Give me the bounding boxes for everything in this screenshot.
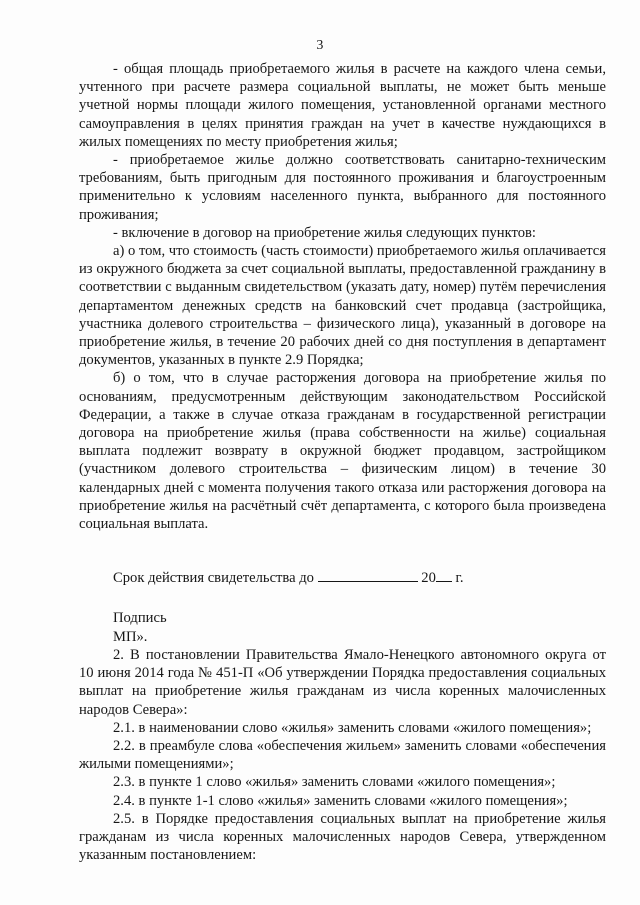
- page-number: 3: [316, 38, 324, 53]
- validity-year: 20: [421, 570, 436, 587]
- certificate-validity-line: [79, 569, 606, 587]
- validity-date-blank: [318, 569, 418, 582]
- validity-year-blank: [436, 569, 452, 582]
- paragraph-item-2-2: 2.2. в преамбуле слова «обеспечения жильем» заменить словами «обеспечения жилыми помещениями»;: [79, 737, 606, 773]
- validity-suffix: г.: [455, 570, 464, 587]
- document-body: [79, 60, 606, 864]
- paragraph-clause-b: б) о том, что в случае расторжения договора на приобретение жилья по основаниям, предусмотренным действующим законодательством Российской Федерации, а также в случае отказа гражданам в государственной регистрации договора на приобретение жилья (права собственности на жилье) социальная выплата подлежит возврату в окружной бюджет продавцом, застройщиком (участником долевого строительства – физическим лицом) в течение 30 календарных дней с момента получения такого отказа или расторжения договора на приобретение жилья на расчётный счёт департамента, с которого была произведена социальная выплата.: [79, 370, 606, 533]
- validity-label: Срок действия свидетельства до: [113, 570, 314, 587]
- paragraph-total-area: - общая площадь приобретаемого жилья в расчете на каждого члена семьи, учтенного при расчете размера социальной выплаты, не может быть меньше учетной нормы площади жилого помещения, установленной органами местного самоуправления в целях принятия граждан на учет в качестве нуждающихся в жилых помещениях по месту приобретения жилья;: [79, 61, 606, 150]
- spacer: [79, 533, 606, 569]
- paragraph-item-2-4: 2.4. в пункте 1-1 слово «жилья» заменить словами «жилого помещения»;: [113, 792, 568, 809]
- paragraph-item-2-3: 2.3. в пункте 1 слово «жилья» заменить словами «жилого помещения»;: [113, 774, 556, 791]
- signature-label: Подпись: [113, 610, 167, 627]
- spacer: [79, 587, 606, 609]
- paragraph-resolution-451: 2. В постановлении Правительства Ямало-Ненецкого автономного округа от 10 июня 2014 года № 451-П «Об утверждении Порядка предоставления социальных выплат на приобретение жилья гражданам из числа коренных малочисленных народов Севера»:: [79, 646, 606, 718]
- paragraph-clause-a: а) о том, что стоимость (часть стоимости) приобретаемого жилья оплачивается из окружного бюджета за счет социальной выплаты, предоставленной гражданину в соответствии с выданным свидетельством (указать дату, номер) путём перечисления департаментом денежных средств на банковский счет продавца (застройщика, участника долевого строительства – физического лица), указанный в договоре на приобретение жилья, в течение 20 рабочих дней со дня поступления в департамент документов, указанных в пункте 2.9 Порядка;: [79, 243, 606, 369]
- paragraph-contract-clauses: - включение в договор на приобретение жилья следующих пунктов:: [113, 224, 536, 241]
- paragraph-item-2-5: 2.5. в Порядке предоставления социальных выплат на приобретение жилья гражданам из числа коренных малочисленных народов Севера, утвержденном указанным постановлением:: [79, 810, 606, 864]
- paragraph-item-2-1: 2.1. в наименовании слово «жилья» заменить словами «жилого помещения»;: [113, 719, 592, 736]
- stamp-label: МП».: [113, 628, 148, 645]
- paragraph-sanitary-requirements: - приобретаемое жилье должно соответствовать санитарно-техническим требованиям, быть пригодным для постоянного проживания и благоустроенным применительно к условиям населенного пункта, выбранного для постоянного проживания;: [79, 152, 606, 223]
